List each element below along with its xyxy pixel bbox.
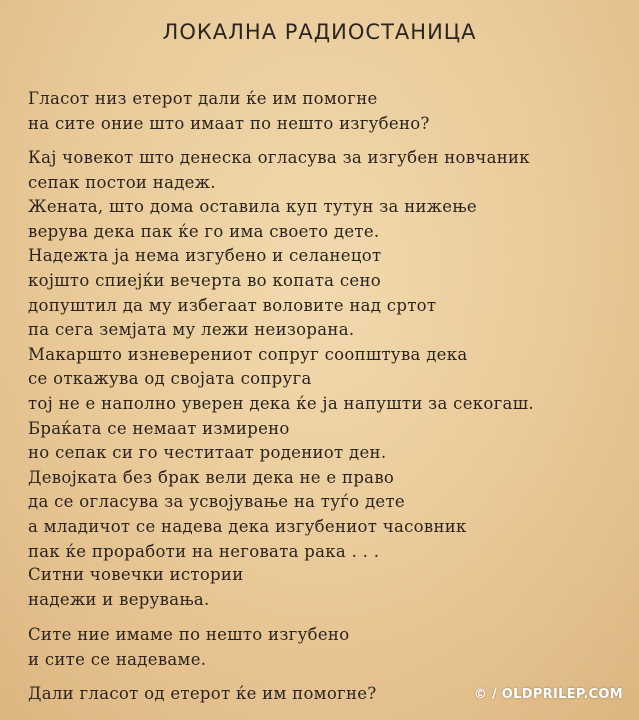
poem-line: и сите се надеваме. bbox=[28, 649, 207, 669]
poem-line: пак ќе проработи на неговата рака . . . bbox=[28, 541, 380, 561]
stanza-2 bbox=[28, 146, 534, 564]
poem-line: на сите оние што имаат по нешто изгубено? bbox=[28, 113, 430, 133]
stanza-1 bbox=[28, 87, 430, 136]
poem-line: сепак постои надеж. bbox=[28, 172, 216, 192]
poem-line: Надежта ја нема изгубено и селанецот bbox=[28, 246, 382, 266]
poem-line: па сега земјата му лежи неизорана. bbox=[28, 320, 355, 340]
poem-line: Жената, што дома оставила куп тутун за нижење bbox=[28, 197, 477, 217]
poem-line: Макарштo изневерениот сопруг соопштува дека bbox=[28, 344, 468, 364]
poem-line: верува дека пак ќе го има своето дете. bbox=[28, 221, 380, 241]
poem-line: Гласот низ етерот дали ќе им помогне bbox=[28, 89, 378, 108]
poem-line: да се огласува за усвојување на туѓо дете bbox=[28, 492, 405, 512]
poem-line: се откажува од својата сопруга bbox=[28, 369, 312, 389]
poem-line: којшто спиејќи вечерта во копата сено bbox=[28, 270, 381, 290]
poem-line: допуштил да му избегаат воловите над сртот bbox=[28, 295, 437, 315]
poem-line: Браќата се немаат измирено bbox=[28, 418, 290, 438]
poem-line: тој не е наполно уверен дека ќе ја напушти за секогаш. bbox=[28, 393, 534, 413]
poem-line: надежи и верувања. bbox=[28, 589, 210, 609]
poem-line: Кај човекот што денеска огласува за изгубен новчаник bbox=[28, 148, 530, 167]
poem-line: а младичот се надева дека изгубениот часовник bbox=[28, 516, 467, 536]
stanza-5 bbox=[28, 682, 377, 707]
stanza-4 bbox=[28, 623, 349, 672]
poem-line: Сите ние имаме по нешто изгубено bbox=[28, 625, 350, 644]
poem-line: Ситни човечки истории bbox=[28, 565, 244, 584]
poem-line: Дали гласот од етерот ќе им помогне? bbox=[28, 684, 377, 703]
stanza-3 bbox=[28, 563, 244, 612]
poem-title: ЛОКАЛНА РАДИОСТАНИЦА bbox=[162, 20, 477, 44]
poem-line: но сепак си го честитаат родениот ден. bbox=[28, 443, 387, 463]
watermark: © / OLDPRILEP.COM bbox=[473, 687, 623, 702]
poem-line: Девојката без брак вели дека не е право bbox=[28, 467, 395, 487]
